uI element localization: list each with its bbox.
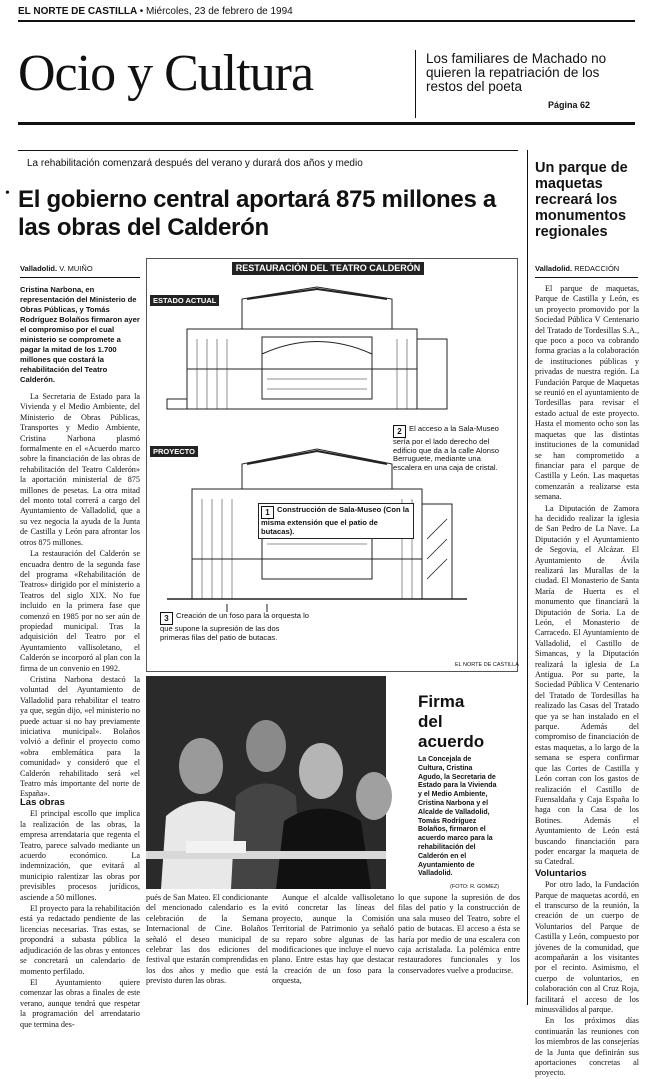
kicker-rule [18,150,518,151]
side-divider [527,150,528,1005]
issue-date: Miércoles, 23 de febrero de 1994 [145,6,293,17]
label-estado-actual: ESTADO ACTUAL [150,295,219,306]
paragraph: La restauración del Calderón se encuadra dentro de la segunda fase del programa «Rehabilitación de Teatros» dirigido por el ministerio a Teatros del siglo XIX. No fue incluido en la primera fase que comenzó en 1985 por no ser aún de propiedad municipal. Tras la adquisición del Teatro por el Ayuntamiento vallisoletano, el Calderón se incorporó al plan con la firma de un convenio en 1992. [20,549,140,673]
main-column-1 [20,392,140,799]
dateline-place: Valladolid. [20,264,58,273]
diagram-title: RESTAURACIÓN DEL TEATRO CALDERÓN [232,262,424,275]
promo-divider [415,50,416,118]
callout-text: Construcción de Sala-Museo (Con la misma extensión que el patio de butacas). [261,505,410,536]
callout-number: 1 [261,506,274,519]
main-headline: El gobierno central aportará 875 millones a las obras del Calderón [18,186,496,241]
paragraph: El parque de maquetas, Parque de Castilla y León, es un proyecto promovido por la Sociedad Pública V Centenario del Tratado de Tordesillas S.A., que poco a poco va cobrando forma gracias a la colaboración de instituciones públicas y privadas de nuestra región. La Fundación Parque de Maquetas se reunió en el ayuntamiento de Tordesillas para revisar el estado actual de este proyecto. Hasta el momento ocho son las maquetas que las distintas instituciones de la comunidad se han comprometido a financiar para el parque de Castilla y León. Las maquetas comenzarán a realizarse esta semana. [535,284,639,502]
photo-image [146,676,386,889]
paragraph: Por otro lado, la Fundación Parque de maquetas acordó, en el transcurso de la reunión, la creación de un cuerpo de Voluntarios del Parque de Castilla y León, compuesto por jóvenes de la comunidad, que acompañarán a los visitantes por el recinto. Asimismo, el cuerpo de voluntarios, en colaboración con al Cruz Roja, facilitará el acceso de los minusválidos al parque. [535,880,639,1015]
paragraph: Aunque el alcalde vallisoletano evitó concretar las líneas del proyecto, aunque la Comisión Territorial de Patrimonio ya señaló su reparo sobre algunas de las modificaciones que incluye el nuevo plano. Entre estas hay que destacar la creación de un foso para la orquesta, [272,893,394,986]
paragraph: En los próximos días continuarán las reuniones con los miembros de las consejerías de la Junta que definirán sus aportaciones concretas al proyecto. [535,1016,639,1078]
callout-text: El acceso a la Sala-Museo sería por el lado derecho del edificio que da a la calle Alonso Berruguete, mediante una escalera en una caja de cristal. [393,424,499,472]
side-dateline-rule [535,277,638,278]
paragraph: El Ayuntamiento quiere comenzar las obras a finales de este verano, aunque tendrá que respetar la programación del arrendatario que termina des- [20,977,140,1029]
side-dateline [535,264,619,273]
callout-2 [393,425,508,472]
main-column-2 [146,893,268,1003]
photo-credit: (FOTO: R. GOMEZ) [450,884,500,890]
callout-text: Creación de un foso para la orquesta lo que supone la supresión de las dos primeras filas del patio de butacas. [160,611,309,642]
callout-3 [160,612,310,642]
callout-number: 3 [160,612,173,625]
paragraph: El proyecto para la rehabilitación está ya redactado pendiente de las licencias necesarias. Tras estas, se propondrá a subasta pública la adjudicación de las obras y entonces se concretará un calendario de momento perfilado. [20,904,140,976]
side-column [535,284,639,1078]
section-rule [18,122,635,125]
paragraph: Cristina Narbona destacó la voluntad del Ayuntamiento de Valladolid para rehabilitar el teatro ya que, según dijo, «el ministerio no puede actuar si no hay previamente iniciativa municipal». Bolaños volvió a definir el proyecto como «obra emblemática para la comunidad» y consideró que el Calderón rehabilitado será «el Teatro más importante del norte de España». [20,674,140,799]
subhead-obras: Las obras [20,797,65,808]
callout-1 [258,503,414,539]
callout-number: 2 [393,425,406,438]
paragraph: pués de San Mateo. El condicionante del mencionado calendario es la celebración de la Semana Internacional de Cine. Bolaños señaló el deseo municipal de celebrar las dos ediciones del festival que estarán comprendidas en los dos años y medio que está previsto duren las obras. [146,893,268,986]
bullet-mark: • [5,186,10,201]
lead-paragraph: Cristina Narbona, en representación del Ministerio de Obras Públicas, y Tomás Rodríguez Bolaños firmaron ayer el compromiso por el cual ministerio se compromete a pagar la mitad de los 1.700 millones que costará la rehabilitación del Teatro Calderón. [20,285,140,384]
newspaper-header: EL NORTE DE CASTILLA • Miércoles, 23 de febrero de 1994 [18,6,293,17]
dateline-rule [20,277,140,278]
main-column-4 [398,893,520,1003]
signing-photo [146,676,386,889]
dateline-author: V. MUIÑO [59,264,93,273]
paragraph: lo que supone la supresión de dos filas del patio y la construcción de una sala museo del Teatro, sobre el patio de butacas. El acceso a ésta se haría por medio de una escalera con caja acristalada. La polémica entre restauradores funcionales y los conservadores vuelve a producirse. [398,893,520,975]
subhead-voluntarios: Voluntarios [535,867,587,879]
promo-page-ref[interactable]: Página 62 [548,100,591,110]
kicker: La rehabilitación comenzará después del verano y durará dos años y medio [27,158,363,169]
main-dateline [20,264,93,273]
main-column-1b [20,797,140,1029]
paragraph: El principal escollo que implica la realización de las obras, la empresa arrendataria que regenta el Teatro, parece salvado mediante un acuerdo económico. La indemnización, que evitará al municipio ralentizar las obras por previsibles procesos jurídicos, asciende a 50 millones. [20,809,140,902]
label-proyecto: PROYECTO [150,446,198,457]
header-rule [18,20,635,22]
section-title: Ocio y Cultura [18,45,314,102]
photo-caption: La Concejala de Cultura, Cristina Agudo, la Secretaria de Estado para la Vivienda y el Medio Ambiente, Cristina Narbona y el Alcalde de Valladolid, Tomás Rodríguez Bolaños, firmaron el acuerdo marco para la rehabilitación del Calderón en el Ayuntamiento de Valladolid. [418,756,497,878]
paragraph: La Diputación de Zamora ha decidido realizar la iglesia de San Pedro de La Nave. La Diputación y el Ayuntamiento de Segovia, el Alcázar. El Ayuntamiento de Ávila realizará las Murallas de la ciudad. El Monasterio de Santa María de Huerta es el monumento que financiará la Diputación de Soria. La de León, el Monasterio de Carracedo. El Ayuntamiento de Valladolid, el Castillo de Simancas, y la Diputación realizará la iglesia de La Antigua. Por su parte, la Sociedad Pública V Centenario del Tratado de Tordesillas ha realizado las Casas del Tratado que ya se han instalado en el parque. Además del compromiso de financiación de estas maquetas, a lo largo de la semana se espera confirmar que las Cortes de Castilla y León corran con los gastos de realización el Castillo de Fuensaldaña y Caja España lo haga con la Casa de los Botines. Además el Ayuntamiento de León está buscando financiación para poder encargar la maqueta de su Catedral. [535,503,639,867]
dateline-place: Valladolid. [535,264,573,273]
photo-title: Firma del acuerdo [418,692,485,751]
newspaper-name: EL NORTE DE CASTILLA [18,6,137,17]
paragraph: La Secretaria de Estado para la Vivienda y el Medio Ambiente, del Ministerio de Obras Públicas, Transportes y Medio Ambiente, Cristina Narbona plasmó formalmente en el «Acuerdo marco sobre la financiación de las obras de rehabilitación del Teatro Calderón» la aportación ministerial de 875 millones de pesetas. La otra mitad del monto total correrá a cargo del Ayuntamiento de Valladolid, que a su vez negocia la ayuda de la Junta de Castilla y León para afrontar los otros 875 millones. [20,392,140,547]
side-headline: Un parque de maquetas recreará los monumentos regionales [535,160,628,240]
promo-text[interactable]: Los familiares de Machado no quieren la repatriación de los restos del poeta [426,51,607,94]
main-column-3 [272,893,394,1003]
diagram-credit: EL NORTE DE CASTILLA [455,662,519,668]
dateline-author: REDACCIÓN [574,264,620,273]
